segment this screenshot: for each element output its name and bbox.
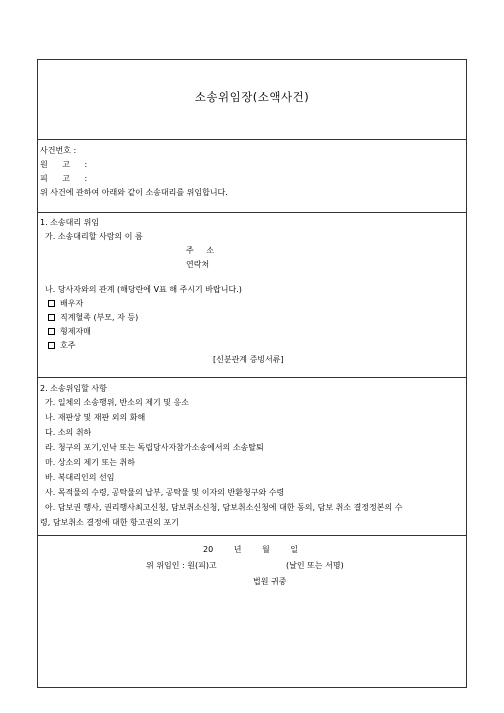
list-item: 마. 상소의 제기 또는 취하 bbox=[45, 458, 135, 467]
signature-section bbox=[38, 536, 466, 689]
list-item: 라. 청구의 포기,인낙 또는 독립당사자참가소송에서의 소송탈퇴 bbox=[45, 443, 264, 452]
section1-heading: 1. 소송대리 위임 bbox=[40, 218, 100, 227]
agent-name-label: 가. 소송대리할 사람의 이 름 bbox=[45, 232, 143, 241]
title-section bbox=[38, 60, 466, 140]
list-item-continued: 령, 담보취소 결정에 대한 항고권의 포기 bbox=[40, 518, 179, 527]
checkbox[interactable] bbox=[48, 328, 55, 335]
option-household-head[interactable]: 호주 bbox=[48, 341, 75, 351]
defendant-label: 피 고 : bbox=[40, 174, 88, 183]
list-item: 다. 소의 취하 bbox=[45, 428, 92, 437]
page-title: 소송위임장(소액사건) bbox=[194, 90, 310, 104]
signature-note: (날인 또는 서명) bbox=[286, 561, 344, 570]
option-lineal-relative[interactable]: 직계혈족 (부모, 자 등) bbox=[48, 313, 138, 323]
section2-heading: 2. 소송위임할 사항 bbox=[40, 384, 107, 393]
option-spouse[interactable]: 배우자 bbox=[48, 299, 83, 309]
checkbox[interactable] bbox=[48, 300, 55, 307]
power-of-attorney-form bbox=[37, 59, 467, 688]
plaintiff-label: 원 고 : bbox=[40, 160, 88, 169]
option-siblings[interactable]: 형제자매 bbox=[48, 327, 91, 337]
checkbox[interactable] bbox=[48, 342, 55, 349]
proof-documents-note: [신분관계 증빙서류] bbox=[213, 355, 284, 364]
list-item: 가. 일체의 소송행위, 반소의 제기 및 응소 bbox=[45, 398, 189, 407]
list-item: 나. 재판상 및 재판 외의 화해 bbox=[45, 413, 146, 422]
agent-contact-label: 연락처 bbox=[186, 260, 210, 269]
relationship-label: 나. 당사자와의 관계 (해당란에 V표 해 주시기 바랍니다.) bbox=[45, 285, 242, 294]
case-info-section bbox=[38, 140, 466, 213]
case-number-label: 사건번호 : bbox=[40, 146, 77, 155]
date-line: 20 년 월 일 bbox=[203, 545, 298, 554]
list-item: 바. 복대리인의 선임 bbox=[45, 473, 115, 482]
checkbox[interactable] bbox=[48, 314, 55, 321]
signer-line: 위 위임인 : 원(피)고 bbox=[146, 561, 217, 570]
list-item: 아. 담보권 행사, 권리행사최고신청, 담보취소신청, 담보취소신청에 대한 동의, 담보 취소 결정정본의 수 bbox=[45, 503, 403, 512]
intro-text: 위 사건에 관하여 아래와 같이 소송대리를 위임합니다. bbox=[40, 188, 228, 197]
court-line: 법원 귀중 bbox=[253, 577, 287, 586]
list-item: 사. 목적물의 수령, 공탁물의 납부, 공탁물 및 이자의 반환청구와 수령 bbox=[45, 488, 285, 497]
agent-address-label: 주 소 bbox=[186, 246, 214, 255]
agent-delegation-section bbox=[38, 213, 466, 378]
delegated-matters-section bbox=[38, 378, 466, 536]
